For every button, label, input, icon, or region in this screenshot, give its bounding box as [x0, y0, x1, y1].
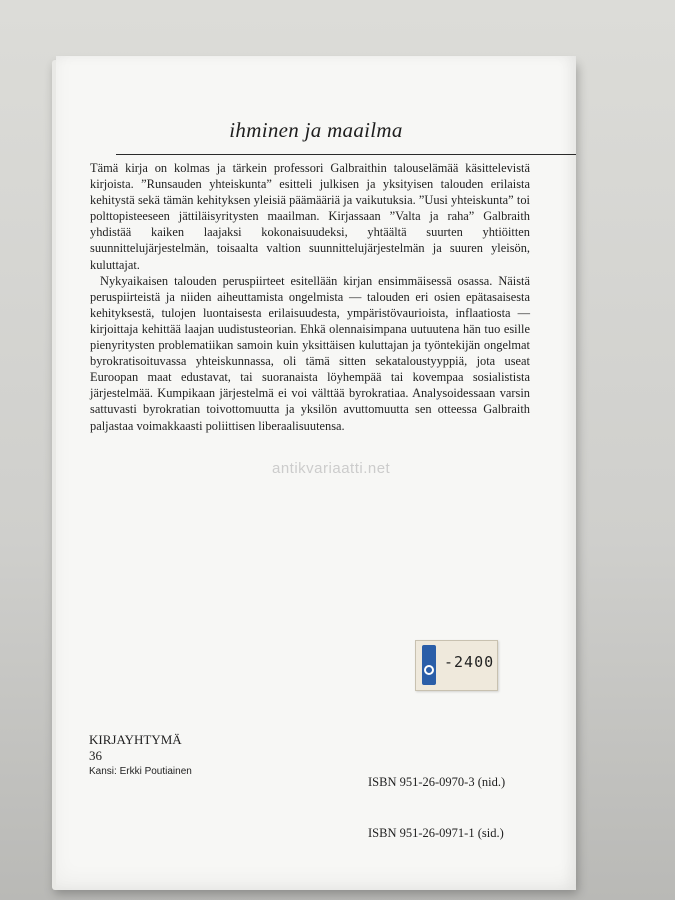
- blurb-text: [90, 160, 530, 434]
- publisher-block: [89, 732, 192, 780]
- bookstore-logo-icon: [422, 645, 436, 685]
- book-back-cover: [56, 56, 576, 890]
- blurb-paragraph-1: Tämä kirja on kolmas ja tärkein professori Galbraithin talouselämää käsittelevistä kirjoista. ”Runsauden yhteiskunta” esitteli julkisen ja yksityisen talouden erilaista kehitystä sekä tämän kehityksen yleisiä päämääriä ja vaikutuksia. ”Uusi yhteiskunta” toi polttopisteeseen jättiläisyritysten maailman. Kirjassaan ”Valta ja raha” Galbraith yhdistää kaiken laajaksi kokonaisuudeksi, yhtäältä suurten yhtiöitten suunnittelujärjestelmän, toisaalta valtion suunnittelujärjestelmän ja suuren yleisön, kuluttajat.: [90, 161, 530, 272]
- watermark-text: antikvariaatti.net: [272, 460, 391, 477]
- divider-rule: [116, 154, 576, 155]
- isbn-hardcover: ISBN 951-26-0971-1 (sid.): [368, 826, 504, 840]
- series-title: ihminen ja maailma: [229, 118, 403, 142]
- price-label: -2400: [444, 653, 495, 671]
- publisher-name: KIRJAYHTYMÄ: [89, 732, 182, 747]
- isbn-block: [368, 740, 505, 876]
- price-sticker: [415, 640, 498, 691]
- isbn-paperback: ISBN 951-26-0970-3 (nid.): [368, 775, 506, 789]
- cover-credit: Kansi: Erkki Poutiainen: [89, 766, 192, 777]
- blurb-paragraph-2: Nykyaikaisen talouden peruspiirteet esitellään kirjan ensimmäisessä osassa. Näistä peruspiirteistä ja niiden aiheuttamista ongelmista — talouden eri osien epätasaisesta kehityksestä, tulojen luontaisesta erilaisuudesta, ympäristövaurioista, inflaatiosta — kirjoittaja kehittää laajan uudistusteorian. Ehkä olennaisimpana uutuutena hän tuo esille pienyritysten problematiikan samoin kuin yksittäisen kuluttajan ja työntekijän ongelmat byrokratisoituvassa yhteiskunnassa, oli tämä sitten sekataloustyyppiä, jota useat Euroopan maat edustavat, tai suoranaista löyhempää tai kovempaa sosialistista järjestelmää. Kumpikaan järjestelmä ei voi välttää byrokratiaa. Analysoidessaan varsin sattuvasti byrokratian toivottomuutta ja yksilön avuttomuutta sen otteessa Galbraith paljastaa voimakkaasti poliittisen liberaalisuutensa.: [90, 273, 530, 433]
- publisher-number: 36: [89, 748, 102, 763]
